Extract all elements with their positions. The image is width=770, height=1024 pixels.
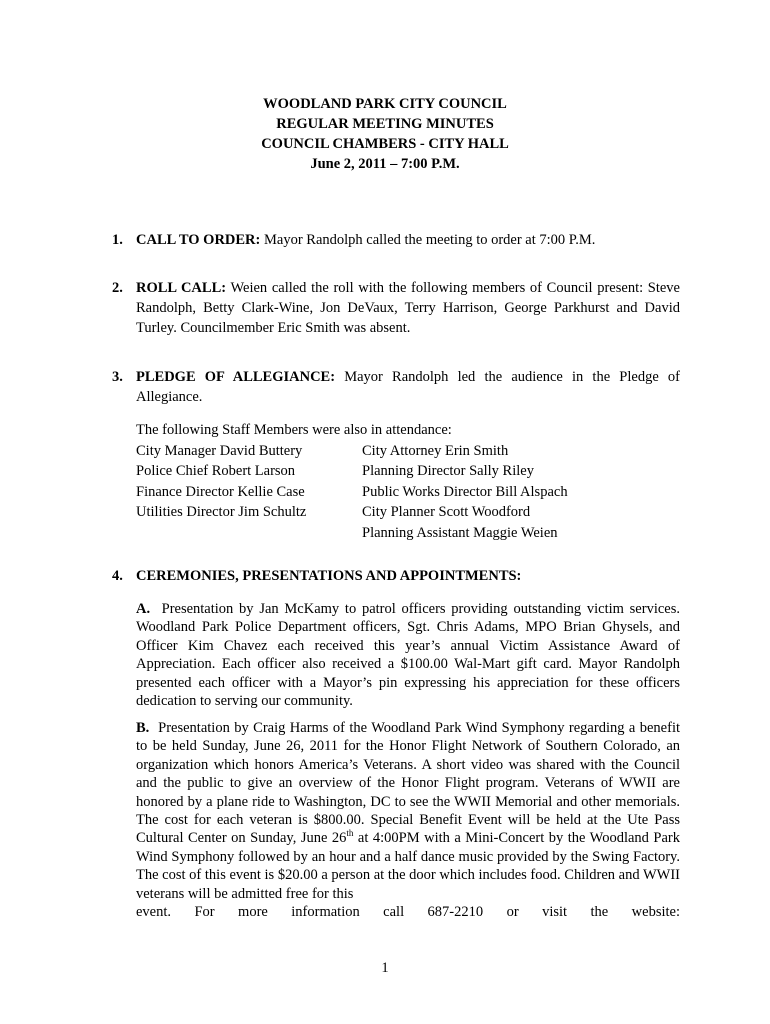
staff-left: Finance Director Kellie Case (136, 483, 305, 500)
superscript: th (346, 828, 354, 839)
item-number: 4. (112, 568, 123, 584)
staff-left: City Manager David Buttery (136, 442, 303, 459)
staff-attendance (136, 420, 680, 543)
staff-right: City Planner Scott Woodford (362, 504, 531, 520)
item-label: ROLL CALL: (136, 280, 227, 296)
staff-grid (136, 441, 680, 544)
item-number: 2. (112, 280, 123, 296)
meeting-type: REGULAR MEETING MINUTES (276, 116, 494, 132)
presentation-text: Presentation by Jan McKamy to patrol officers providing outstanding victim services. Woodland Park Police Department officers, Sgt. Chris Adams, MPO Brian Ghysels, and Officer Kim Chavez each received this year’s annual Victim Assistance Award of Appreciation. Each officer also received a $100.00 Wal-Mart gift card. Mayor Randolph presented each officer with a Mayor’s pin expressing his appreciation for these officers dedication to serving our community. (136, 601, 680, 710)
presentation-text-cont: at 4:00PM with a Mini-Concert by the Woodland Park Wind Symphony followed by an hour and a half dance music provided by the Swing Factory. The cost of this event is $20.00 a person at the door which includes food. Children and WWII veterans will be admitted free for this (136, 830, 680, 902)
item-ceremonies (112, 566, 680, 586)
presentation-label: B. (136, 720, 150, 736)
presentation-a (136, 600, 680, 710)
staff-left: Utilities Director Jim Schultz (136, 504, 307, 520)
item-number: 3. (112, 369, 123, 385)
staff-right: City Attorney Erin Smith (362, 442, 509, 459)
item-roll-call (112, 278, 680, 338)
staff-intro: The following Staff Members were also in attendance: (136, 422, 452, 438)
meeting-location: COUNCIL CHAMBERS - CITY HALL (261, 136, 509, 152)
staff-right: Planning Assistant Maggie Weien (362, 524, 558, 541)
staff-right: Planning Director Sally Riley (362, 463, 534, 479)
staff-left: Police Chief Robert Larson (136, 463, 296, 479)
item-label: CEREMONIES, PRESENTATIONS AND APPOINTMENTS: (136, 568, 522, 584)
item-call-to-order (112, 230, 680, 250)
item-text: Mayor Randolph led the audience in the Pledge of Allegiance. (136, 369, 680, 405)
meeting-date: June 2, 2011 – 7:00 P.M. (310, 156, 460, 172)
item-label: PLEDGE OF ALLEGIANCE: (136, 369, 336, 385)
presentation-label: A. (136, 601, 151, 617)
item-pledge (112, 367, 680, 407)
presentation-text: Presentation by Craig Harms of the Woodland Park Wind Symphony regarding a benefit to be held Sunday, June 26, 2011 for the Honor Flight Network of Southern Colorado, an organization which honors America’s Veterans. A short video was shared with the Council and the public to give an overview of the Honor Flight program. Veterans of WWII are honored by a plane ride to Washington, DC to see the WWII Memorial and other memorials. The cost for each veteran is $800.00. Special Benefit Event will be held at the Ute Pass Cultural Center on Sunday, June 26 (136, 720, 681, 847)
document-header (0, 94, 770, 174)
item-text: Weien called the roll with the following members of Council present: Steve Randolph, Betty Clark-Wine, Jon DeVaux, Terry Harrison, George Parkhurst and David Turley. Councilmember Eric Smith was absent. (136, 280, 680, 336)
council-name: WOODLAND PARK CITY COUNCIL (263, 96, 507, 112)
staff-right: Public Works Director Bill Alspach (362, 483, 568, 500)
item-label: CALL TO ORDER: (136, 232, 261, 248)
item-text: Mayor Randolph called the meeting to order at 7:00 P.M. (263, 232, 596, 248)
staff-left (136, 523, 362, 544)
page-number: 1 (381, 960, 389, 976)
item-number: 1. (112, 232, 123, 248)
presentation-last-line: event. For more information call 687-2210 or visit the website: (136, 904, 680, 921)
presentation-b (136, 719, 680, 921)
